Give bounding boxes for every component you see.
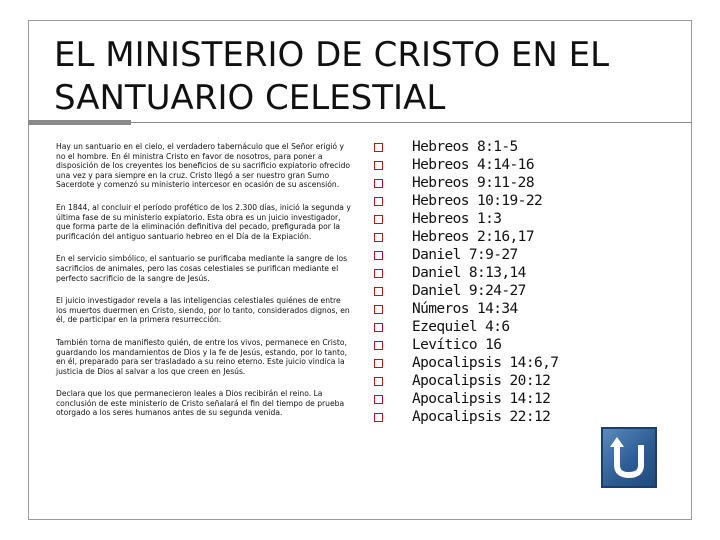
square-bullet-icon [374, 233, 383, 242]
list-item [370, 192, 558, 210]
u-turn-return-icon [603, 429, 655, 486]
list-item [370, 390, 558, 408]
reference-text: Apocalipsis 20:12 [412, 373, 551, 389]
slide-title: EL MINISTERIO DE CRISTO EN EL SANTUARIO CELESTIAL [54, 35, 610, 118]
reference-text: Hebreos 9:11-28 [412, 175, 534, 191]
square-bullet-icon [374, 251, 383, 260]
list-item [370, 138, 558, 156]
square-bullet-icon [374, 215, 383, 224]
return-button[interactable] [601, 427, 657, 488]
square-bullet-icon [374, 143, 383, 152]
left-text-column [56, 142, 352, 431]
scripture-reference-list [370, 138, 558, 426]
list-item [370, 300, 558, 318]
reference-text: Números 14:34 [412, 301, 518, 317]
square-bullet-icon [374, 305, 383, 314]
square-bullet-icon [374, 161, 383, 170]
square-bullet-icon [374, 377, 383, 386]
paragraph: En 1844, al concluir el período profético de los 2.300 días, inició la segunda y última fase de su ministerio expiatorio. Esta obra es un juicio investigador, que forma parte de la eliminación definitiva del pecado, prefigurada por la purificación del antiguo santuario hebreo en el Día de la Expiación. [56, 202, 351, 241]
reference-text: Daniel 7:9-27 [412, 247, 518, 263]
list-item [370, 408, 558, 426]
square-bullet-icon [374, 269, 383, 278]
reference-text: Levítico 16 [412, 337, 502, 353]
reference-text: Apocalipsis 22:12 [412, 409, 551, 425]
square-bullet-icon [374, 323, 383, 332]
list-item [370, 210, 558, 228]
reference-text: Daniel 8:13,14 [412, 265, 526, 281]
paragraph: Hay un santuario en el cielo, el verdadero tabernáculo que el Señor erigió y no el hombre. En él ministra Cristo en favor de nosotros, para poner a disposición de los creyentes los beneficios de su sacrificio expiatorio ofrecido una vez y para siempre en la cruz. Cristo llegó a ser nuestro gran Sumo Sacerdote y comenzó su ministerio intercesor en ocasión de su ascensión. [56, 142, 351, 190]
square-bullet-icon [374, 179, 383, 188]
reference-text: Daniel 9:24-27 [412, 283, 526, 299]
reference-text: Hebreos 1:3 [412, 211, 502, 227]
square-bullet-icon [374, 341, 383, 350]
list-item [370, 282, 558, 300]
list-item [370, 336, 558, 354]
paragraph: Declara que los que permanecieron leales a Dios recibirán el reino. La conclusión de este ministerio de Cristo señalará el fin del tiempo de prueba otorgado a los seres humanos antes de su segunda venida. [56, 389, 345, 418]
list-item [370, 372, 558, 390]
square-bullet-icon [374, 197, 383, 206]
reference-text: Hebreos 10:19-22 [412, 193, 543, 209]
square-bullet-icon [374, 395, 383, 404]
list-item [370, 318, 558, 336]
square-bullet-icon [374, 287, 383, 296]
list-item [370, 246, 558, 264]
list-item [370, 156, 558, 174]
reference-text: Apocalipsis 14:12 [412, 391, 551, 407]
square-bullet-icon [374, 359, 383, 368]
paragraph: También torna de manifiesto quién, de entre los vivos, permanece en Cristo, guardando los mandamientos de Dios y la fe de Jesús, estando, por lo tanto, en él, preparado para ser trasladado a su reino eterno. Este juicio vindica la justicia de Dios al salvar a los que creen en Jesús. [56, 337, 348, 376]
title-divider-accent [28, 120, 131, 125]
list-item [370, 228, 558, 246]
reference-text: Apocalipsis 14:6,7 [412, 355, 559, 371]
list-item [370, 264, 558, 282]
paragraph: El juicio investigador revela a las inteligencias celestiales quiénes de entre los muertos duermen en Cristo, siendo, por lo tanto, considerados dignos, en él, de participar en la primera resurrección. [56, 296, 350, 325]
square-bullet-icon [374, 413, 383, 422]
reference-text: Hebreos 2:16,17 [412, 229, 534, 245]
paragraph: En el servicio simbólico, el santuario se purificaba mediante la sangre de los sacrificios de animales, pero las cosas celestiales se purifican mediante el perfecto sacrificio de la sangre de Jesús. [56, 254, 348, 283]
list-item [370, 174, 558, 192]
reference-text: Hebreos 4:14-16 [412, 157, 534, 173]
reference-text: Hebreos 8:1-5 [412, 139, 518, 155]
list-item [370, 354, 558, 372]
reference-text: Ezequiel 4:6 [412, 319, 510, 335]
